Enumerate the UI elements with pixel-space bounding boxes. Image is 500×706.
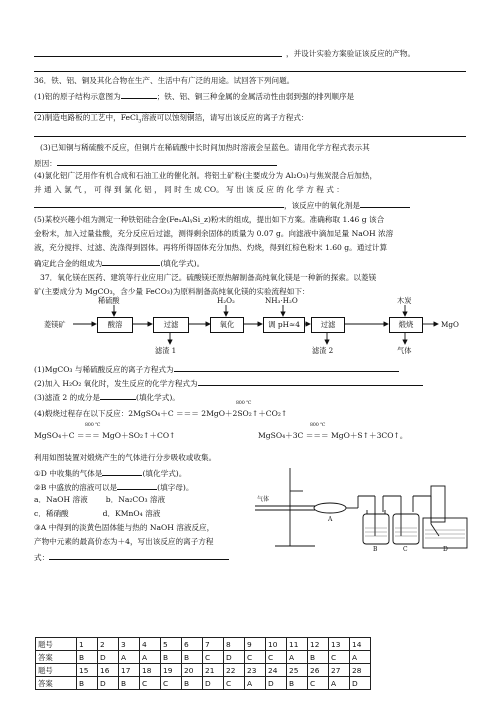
- q36-part5: (5)某校兴趣小组为测定一种铁铝硅合金(FeₓAlᵧSi_z)粉末的组成，提出如下方案。准确称取 1.46 g 该合: [34, 215, 385, 224]
- question-36-heading: 36．铁、铝、铜及其化合物在生产、生活中有广泛的用途。试回答下列问题。: [34, 76, 295, 85]
- table-cell: 25: [287, 664, 308, 677]
- q36-part3-reason: 原因：: [34, 156, 470, 170]
- table-cell: 21: [203, 664, 224, 677]
- table-row: [36, 638, 371, 651]
- table-cell: B: [77, 651, 98, 664]
- step-box: 煅烧: [389, 317, 423, 333]
- q37-part5: 利用如图装置对煅烧产生的气体进行分步吸收或收集。: [34, 453, 217, 462]
- table-cell: D: [98, 677, 119, 690]
- table-cell: 6: [182, 638, 203, 651]
- q36-part2: (2)制造电路板的工艺中，FeCl$_3$溶液可以蚀刻铜箔，请写出该反应的离子方程式：: [34, 113, 309, 125]
- table-cell: C: [140, 677, 161, 690]
- table-cell: 4: [140, 638, 161, 651]
- table-cell: 5: [161, 638, 182, 651]
- table-cell: 12: [308, 638, 329, 651]
- q37-d3b: 产物中元素的最高价态为＋4，写出该反应的离子方程: [34, 537, 214, 546]
- table-cell: D: [266, 677, 287, 690]
- table-cell: 16: [98, 664, 119, 677]
- q37-d1: ①D 中收集的气体是 (填化学式)。: [34, 466, 470, 480]
- table-cell: C: [245, 651, 266, 664]
- end-product: MgO: [441, 320, 459, 329]
- table-row-header: 题号: [36, 638, 77, 651]
- table-cell: C: [161, 677, 182, 690]
- table-row-header: 答案: [36, 677, 77, 690]
- reaction-condition: 800 ℃: [85, 423, 101, 428]
- apparatus-label: B: [373, 546, 378, 553]
- table-cell: B: [182, 651, 203, 664]
- q37-part2: (2)加入 H₂O₂ 氧化时，发生反应的化学方程式为: [34, 376, 470, 390]
- table-cell: A: [350, 651, 371, 664]
- answer-table: [35, 637, 371, 690]
- residue-label: 滤渣 2: [312, 346, 334, 355]
- reaction-condition: 800 ℃: [310, 423, 326, 428]
- table-cell: 15: [77, 664, 98, 677]
- table-cell: 19: [161, 664, 182, 677]
- table-cell: 9: [245, 638, 266, 651]
- reagent-label: 稀硫酸: [98, 296, 120, 305]
- table-cell: B: [119, 677, 140, 690]
- q37-part3: (3)滤渣 2 的成分是 (填化学式)。: [34, 390, 470, 404]
- table-cell: B: [308, 651, 329, 664]
- table-cell: 20: [182, 664, 203, 677]
- table-cell: 27: [329, 664, 350, 677]
- reagent-label: H₂O₂: [217, 296, 235, 305]
- table-cell: A: [119, 651, 140, 664]
- table-cell: C: [203, 651, 224, 664]
- table-cell: 13: [329, 638, 350, 651]
- table-cell: A: [140, 651, 161, 664]
- table-row: [36, 664, 371, 677]
- q37-reaction3: MgSO₄＋3C ＝＝＝ MgO＋S↑＋3CO↑。: [258, 431, 408, 440]
- table-cell: 24: [266, 664, 287, 677]
- apparatus-label: D: [443, 546, 448, 553]
- table-cell: C: [224, 677, 245, 690]
- q37-part4: (4)煅烧过程存在以下反应：2MgSO₄＋C ＝＝＝ 2MgO＋2SO₂↑＋CO₂↑: [34, 409, 288, 418]
- start-material: 菱镁矿: [44, 320, 66, 329]
- table-cell: 14: [350, 638, 371, 651]
- q36-part1: (1)铝的原子结构示意图为 ；铁、铝、铜三种金属的金属活动性由弱到强的排列顺序是: [34, 89, 470, 103]
- table-cell: 26: [308, 664, 329, 677]
- table-cell: B: [182, 677, 203, 690]
- step-box: 过滤: [311, 317, 345, 333]
- q37-d3c: 式：: [34, 550, 470, 564]
- table-cell: C: [266, 651, 287, 664]
- table-cell: B: [161, 651, 182, 664]
- table-cell: 2: [98, 638, 119, 651]
- step-box: 过滤: [153, 317, 189, 333]
- q36-part4b: 并 通 入 氯 气 ， 可 得 到 氯 化 铝 ， 同 时 生 成 CO。 写 出 该 反 应 的 化 学 方 程 式 ：: [34, 185, 344, 194]
- q37-d3: ③A 中得到的淡黄色固体能与热的 NaOH 溶液反应，: [34, 523, 215, 532]
- reaction-condition: 800 ℃: [236, 401, 252, 406]
- table-cell: A: [287, 651, 308, 664]
- step-box: 酸溶: [97, 317, 133, 333]
- q37-part1: (1)MgCO₃ 与稀硫酸反应的离子方程式为: [34, 362, 470, 376]
- q36-part5d: 确定此合金的组成为 (填化学式)。: [34, 256, 470, 270]
- q36-part4c: ，该反应中的氧化剂是: [34, 198, 470, 212]
- question-37-heading: 37．氧化镁在医药、建筑等行业应用广泛。硫酸镁还原热解制备高纯氧化镁是一种新的探索。以菱镁: [40, 273, 377, 282]
- q37-options-1: a．NaOH 溶液 b．Na₂CO₃ 溶液: [34, 495, 166, 504]
- q36-part5c: 液，充分搅拌、过滤、洗涤得到固体。再将所得固体充分加热、灼烧，得到红棕色粉末 1.60 g。通过计算: [34, 243, 388, 252]
- gas-absorption-apparatus: [255, 466, 470, 558]
- table-cell: C: [308, 677, 329, 690]
- table-row-header: 题号: [36, 664, 77, 677]
- table-cell: D: [98, 651, 119, 664]
- q36-part4: (4)氯化铝广泛用作有机合成和石油工业的催化剂。将铝土矿粉(主要成分为 Al₂O₃)与焦炭混合后加热，: [34, 171, 378, 180]
- table-cell: 28: [350, 664, 371, 677]
- step-box: 调 pH≈4: [263, 317, 305, 333]
- table-cell: 17: [119, 664, 140, 677]
- table-cell: B: [287, 677, 308, 690]
- table-cell: 18: [140, 664, 161, 677]
- q37-options-2: c．稀硝酸 d．KMnO₄ 溶液: [34, 509, 161, 518]
- reagent-label: 木炭: [397, 296, 412, 305]
- table-cell: 22: [224, 664, 245, 677]
- q37-reaction2: MgSO₄＋C ＝＝＝ MgO＋SO₂↑＋CO↑: [34, 431, 176, 440]
- table-cell: 7: [203, 638, 224, 651]
- reagent-label: NH₃·H₂O: [265, 296, 298, 305]
- gas-label: 气体: [397, 346, 412, 355]
- table-cell: 3: [119, 638, 140, 651]
- step-box: 氧化: [210, 317, 244, 333]
- table-cell: A: [329, 677, 350, 690]
- apparatus-label: C: [403, 546, 408, 553]
- table-cell: 23: [245, 664, 266, 677]
- table-cell: 11: [287, 638, 308, 651]
- apparatus-drawing: [255, 466, 470, 556]
- table-cell: B: [77, 677, 98, 690]
- q36-part5b: 金粉末，加入过量盐酸，充分反应后过滤，测得剩余固体的质量为 0.07 g。向滤液中滴加足量 NaOH 浓溶: [34, 229, 394, 238]
- table-row: [36, 677, 371, 690]
- table-row-header: 答案: [36, 651, 77, 664]
- q37-d2: ②B 中盛放的溶液可以是 (填字母)。: [34, 480, 470, 494]
- table-cell: D: [350, 677, 371, 690]
- table-row: [36, 651, 371, 664]
- table-cell: 1: [77, 638, 98, 651]
- table-cell: A: [245, 677, 266, 690]
- table-cell: 10: [266, 638, 287, 651]
- table-cell: 8: [224, 638, 245, 651]
- question-37-heading2: 矿(主要成分为 MgCO₃，含少量 FeCO₃)为原料制备高纯氧化镁的实验流程如下：: [34, 287, 310, 296]
- apparatus-label: A: [328, 516, 333, 523]
- table-cell: D: [224, 651, 245, 664]
- residue-label: 滤渣 1: [155, 346, 177, 355]
- table-cell: D: [203, 677, 224, 690]
- q36-part3: (3)已知铜与稀硫酸不反应，但铜片在稀硫酸中长时间加热时溶液会呈蓝色。请用化学方程式表示其: [40, 143, 370, 152]
- gas-inlet-label: 气体: [257, 496, 270, 503]
- question-text: ，并设计实验方案验证该反应的产物。: [286, 49, 416, 58]
- table-cell: C: [329, 651, 350, 664]
